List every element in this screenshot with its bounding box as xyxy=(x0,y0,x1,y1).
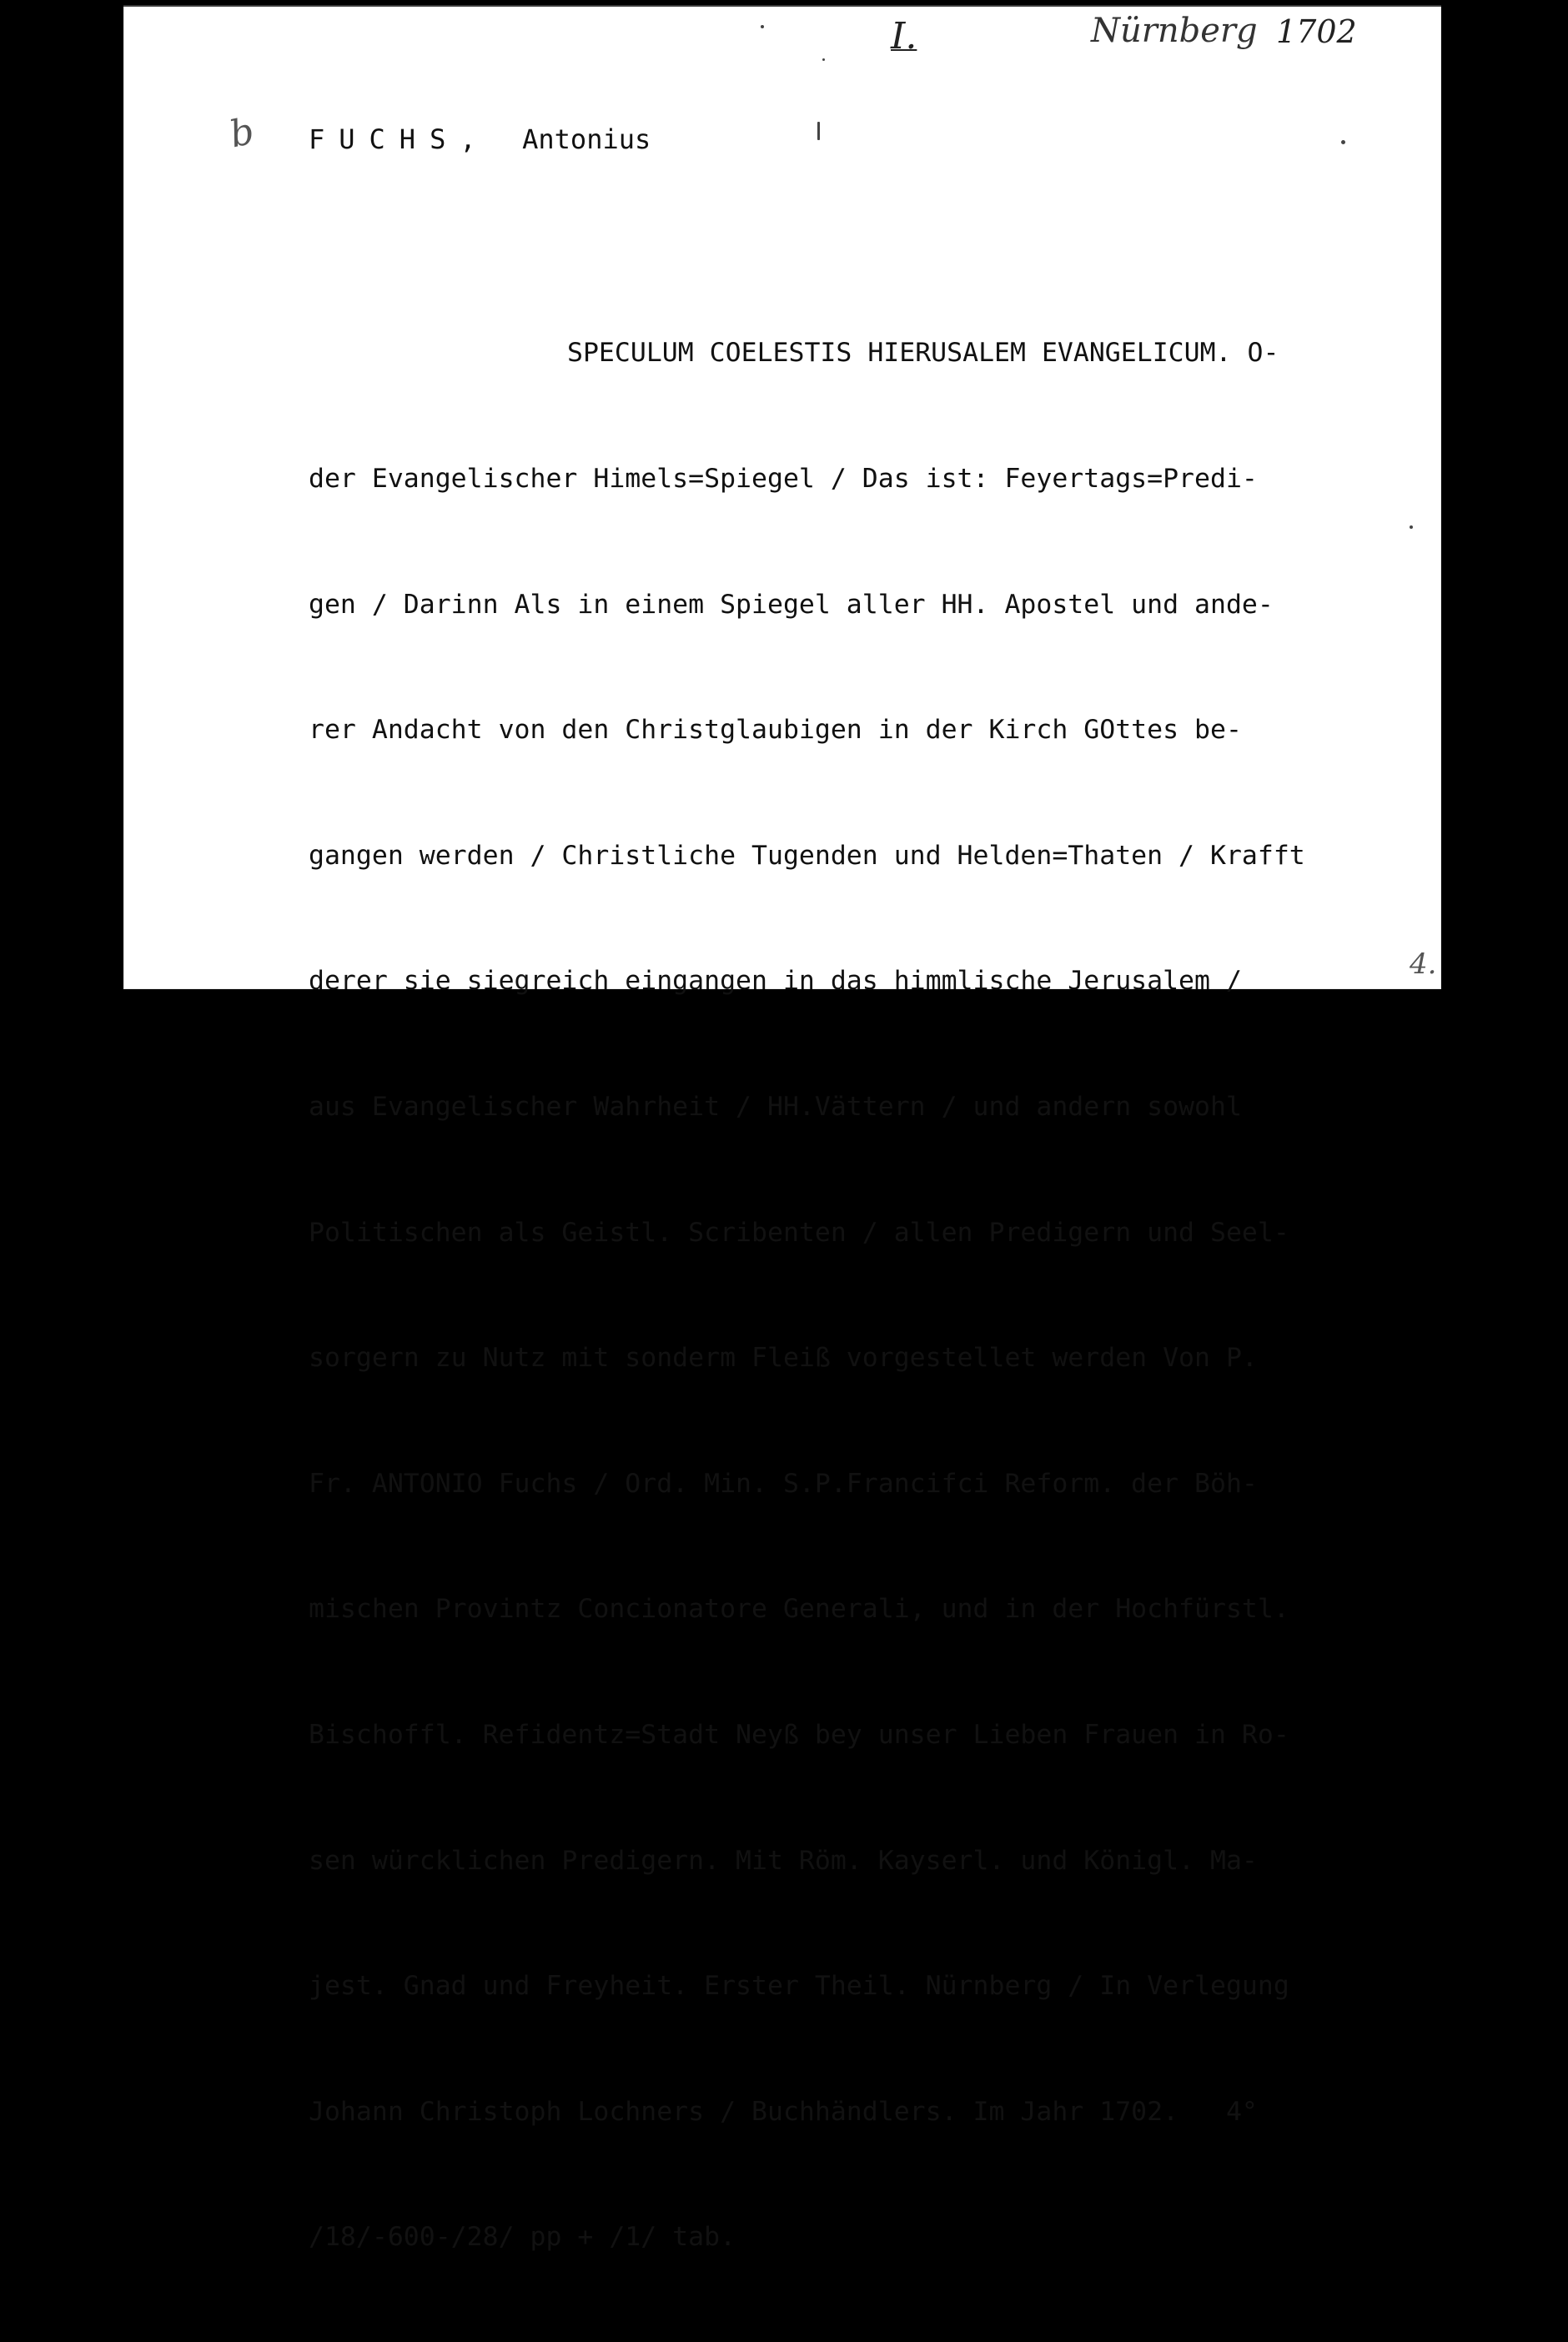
catalog-card xyxy=(123,5,1441,2253)
entry-line: gen / Darinn Als in einem Spiegel aller HH. Apostel und ande- xyxy=(309,589,1274,620)
entry-line: /18/-600-/28/ pp + /1/ tab. xyxy=(309,2222,736,2253)
handwritten-margin-mark: b xyxy=(226,109,259,157)
entry-line: Fr. ANTONIO Fuchs / Ord. Min. S.P.Francifci Reform. der Böh- xyxy=(309,1468,1258,1499)
author-given-name: Antonius xyxy=(522,123,651,155)
entry-line: Johann Christoph Lochners / Buchhändlers. Im Jahr 1702. 4° xyxy=(309,2096,1258,2127)
entry-line: aus Evangelischer Wahrheit / HH.Vättern / und andern sowohl xyxy=(309,1091,1242,1122)
entry-line: sen würcklichen Predigern. Mit Röm. Kayserl. und Königl. Ma- xyxy=(309,1845,1258,1876)
entry-line: rer Andacht von den Christglaubigen in der Kirch GOttes be- xyxy=(309,715,1242,746)
entry-line: SPECULUM COELESTIS HIERUSALEM EVANGELICUM. O- xyxy=(567,338,1279,369)
entry-line: jest. Gnad und Freyheit. Erster Theil. Nürnberg / In Verlegung xyxy=(309,1971,1289,2002)
entry-line: Politischen als Geistl. Scribenten / allen Predigern und Seel- xyxy=(309,1217,1289,1248)
scan-artifact-speck xyxy=(822,58,825,61)
bibliographic-entry xyxy=(309,249,1305,2342)
scan-artifact-speck xyxy=(1341,140,1345,144)
entry-line: der Evangelischer Himels=Spiegel / Das ist: Feyertags=Predi- xyxy=(309,464,1258,494)
entry-line: derer sie siegreich eingangen in das himmlische Jerusalem / xyxy=(309,966,1242,997)
entry-line: gangen werden / Christliche Tugenden und Helden=Thaten / Krafft xyxy=(309,840,1305,871)
scan-artifact-speck xyxy=(761,25,764,28)
author-surname: FUCHS, xyxy=(309,123,490,155)
handwritten-year: 1702 xyxy=(1276,13,1357,50)
entry-line: mischen Provintz Concionatore Generali, und in der Hochfürstl. xyxy=(309,1594,1289,1625)
scan-artifact-speck xyxy=(1410,525,1413,529)
entry-line: Bischoffl. Refidentz=Stadt Neyß bey unser Lieben Frauen in Ro- xyxy=(309,1719,1289,1750)
handwritten-shelf-number: I. xyxy=(891,15,917,58)
scan-artifact-line xyxy=(123,5,1441,7)
handwritten-corner-mark: 4. xyxy=(1410,947,1437,981)
handwritten-place: Nürnberg xyxy=(1091,12,1258,50)
entry-line: sorgern zu Nutz mit sonderm Fleiß vorgestellet werden Von P. xyxy=(309,1343,1258,1374)
scan-artifact-speck xyxy=(817,122,820,140)
card-heading xyxy=(309,123,651,155)
